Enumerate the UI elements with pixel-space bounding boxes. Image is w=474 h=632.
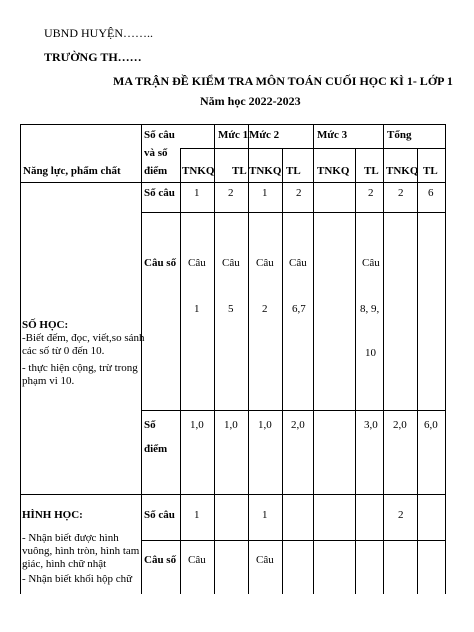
count-score-header-line2: và số bbox=[144, 147, 168, 159]
arith-count-total-tl: 6 bbox=[428, 187, 434, 199]
arith-qno-m2-tl-b: 6,7 bbox=[292, 303, 306, 315]
level2-header: Mức 2 bbox=[249, 129, 280, 141]
geom-qno-m1-tnkq: Câu bbox=[188, 554, 206, 566]
count-score-header-line3: điểm bbox=[144, 165, 168, 177]
arith-score-label-line2: điểm bbox=[144, 443, 168, 455]
arith-count-m2-tnkq: 1 bbox=[262, 187, 268, 199]
school-year: Năm học 2022-2023 bbox=[200, 94, 301, 108]
geom-desc1-line2: vuông, hình tròn, hình tam bbox=[22, 545, 140, 557]
arith-count-m1-tnkq: 1 bbox=[194, 187, 200, 199]
geom-title: HÌNH HỌC: bbox=[22, 509, 83, 521]
m3-tl-header: TL bbox=[364, 165, 379, 177]
m2-tl-header: TL bbox=[286, 165, 301, 177]
arith-qno-m2-tnkq-b: 2 bbox=[262, 303, 268, 315]
arith-count-m1-tl: 2 bbox=[228, 187, 234, 199]
m1-tl-header: TL bbox=[232, 165, 247, 177]
m3-tnkq-header: TNKQ bbox=[317, 165, 350, 177]
geom-count-m2-tnkq: 1 bbox=[262, 509, 268, 521]
arith-qno-m2-tnkq-a: Câu bbox=[256, 257, 274, 269]
arith-qno-m1-tnkq-b: 1 bbox=[194, 303, 200, 315]
m1-tnkq-header: TNKQ bbox=[182, 165, 215, 177]
total-tnkq-header: TNKQ bbox=[386, 165, 419, 177]
arith-qno-label: Câu số bbox=[144, 257, 177, 269]
arith-qno-m3-tl-c: 10 bbox=[365, 347, 376, 359]
level1-header: Mức 1 bbox=[218, 129, 249, 141]
arith-score-m2-tl: 2,0 bbox=[291, 419, 305, 431]
total-header: Tổng bbox=[387, 129, 412, 141]
geom-count-label: Số câu bbox=[144, 509, 175, 521]
arith-qno-m3-tl-b: 8, 9, bbox=[360, 303, 380, 315]
arith-desc1-line2: các số từ 0 đến 10. bbox=[22, 345, 105, 357]
arith-score-m3-tl: 3,0 bbox=[364, 419, 378, 431]
school-name: TRƯỜNG TH…… bbox=[44, 50, 142, 64]
arith-qno-m1-tl-a: Câu bbox=[222, 257, 240, 269]
arith-score-m1-tl: 1,0 bbox=[224, 419, 238, 431]
district-name: UBND HUYỆN…….. bbox=[44, 26, 153, 40]
count-score-header-line1: Số câu bbox=[144, 129, 175, 141]
arith-score-m1-tnkq: 1,0 bbox=[190, 419, 204, 431]
m2-tnkq-header: TNKQ bbox=[249, 165, 282, 177]
arith-score-total-tnkq: 2,0 bbox=[393, 419, 407, 431]
geom-desc1-line1: - Nhận biết được hình bbox=[22, 532, 119, 544]
geom-count-m1-tnkq: 1 bbox=[194, 509, 200, 521]
total-tl-header: TL bbox=[423, 165, 438, 177]
geom-desc1-line3: giác, hình chữ nhật bbox=[22, 558, 107, 570]
geom-count-total-tnkq: 2 bbox=[398, 509, 404, 521]
arith-count-total-tnkq: 2 bbox=[398, 187, 404, 199]
document-title: MA TRẬN ĐỀ KIỂM TRA MÔN TOÁN CUỐI HỌC KÌ 1- LỚP 1 bbox=[113, 74, 453, 88]
arith-count-m2-tl: 2 bbox=[296, 187, 302, 199]
arith-qno-m1-tnkq-a: Câu bbox=[188, 257, 206, 269]
level3-header: Mức 3 bbox=[317, 129, 348, 141]
arith-count-label: Số câu bbox=[144, 187, 175, 199]
geom-desc2-line1: - Nhận biết khối hộp chữ bbox=[22, 573, 133, 585]
arith-desc2-line2: phạm vi 10. bbox=[22, 375, 75, 387]
arith-qno-m3-tl-a: Câu bbox=[362, 257, 380, 269]
arith-qno-m2-tl-a: Câu bbox=[289, 257, 307, 269]
competency-header: Năng lực, phẩm chất bbox=[23, 165, 121, 177]
arith-desc1-line1: -Biết đếm, đọc, viết,so sánh bbox=[22, 332, 145, 344]
arith-score-m2-tnkq: 1,0 bbox=[258, 419, 272, 431]
arith-title: SỐ HỌC: bbox=[22, 319, 69, 331]
geom-qno-label: Câu số bbox=[144, 554, 177, 566]
arith-desc2-line1: - thực hiện cộng, trừ trong bbox=[22, 362, 138, 374]
arith-score-total-tl: 6,0 bbox=[424, 419, 438, 431]
arith-score-label-line1: Số bbox=[144, 419, 156, 431]
arith-count-m3-tl: 2 bbox=[368, 187, 374, 199]
arith-qno-m1-tl-b: 5 bbox=[228, 303, 234, 315]
geom-qno-m2-tnkq: Câu bbox=[256, 554, 274, 566]
